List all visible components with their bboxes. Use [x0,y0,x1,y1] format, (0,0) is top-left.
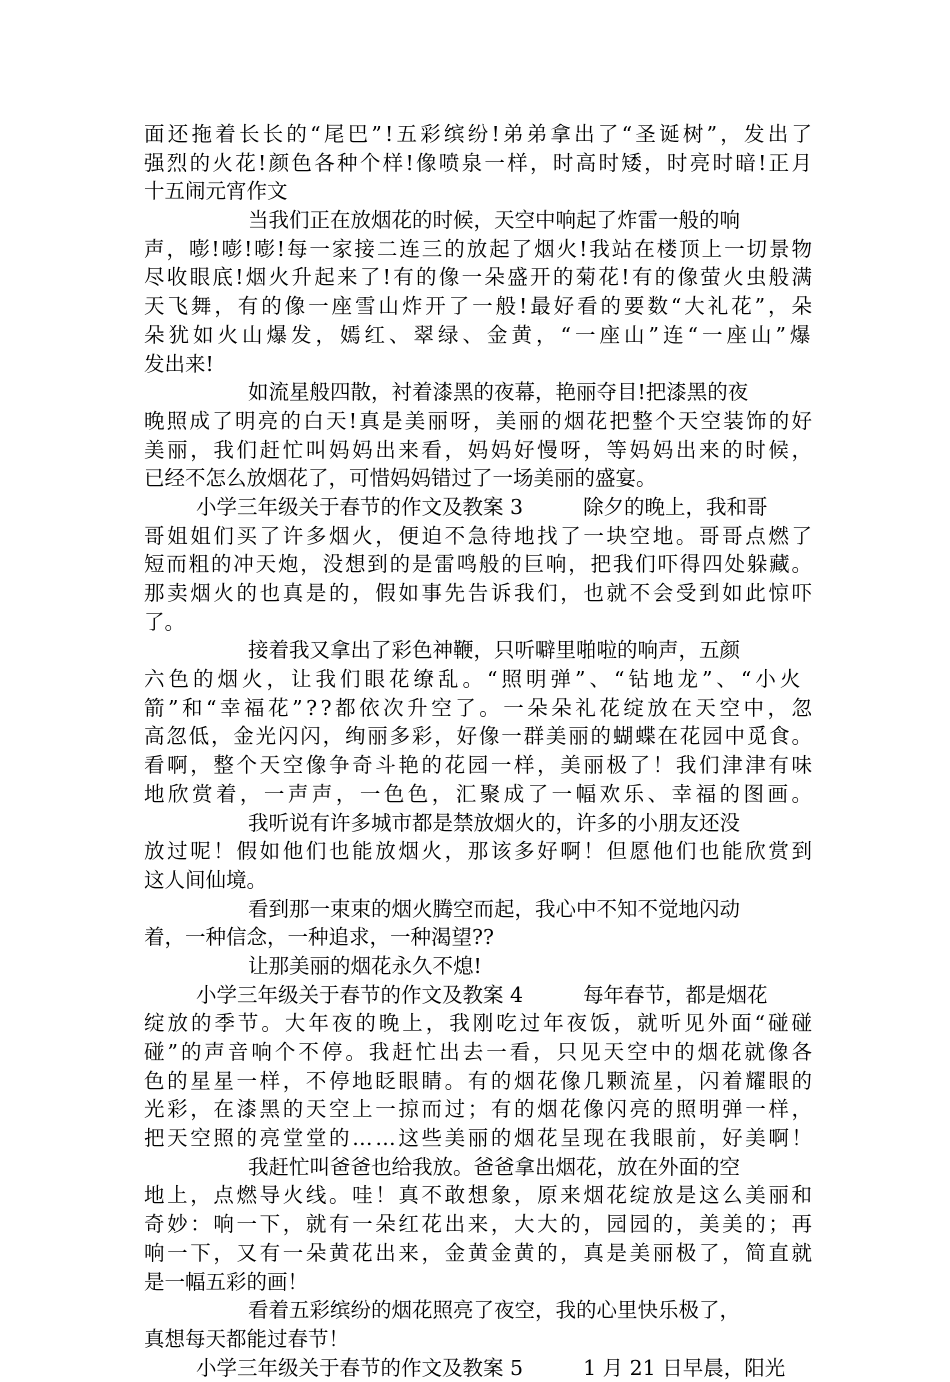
paragraph-line [144,1009,815,1038]
paragraph-line [144,350,812,379]
line-text: 响一下，又有一朵黄花出来，金黄金黄的，真是美丽极了，简直就 [144,1240,815,1265]
paragraph-line [144,1124,815,1153]
paragraph-line [144,751,815,780]
line-text: 强烈的火花!颜色各种个样!像喷泉一样，时高时矮，时亮时暗!正月 [144,150,815,175]
line-text: 小学三年级关于春节的作文及教案 3 [196,494,524,519]
paragraph-line [144,1095,815,1124]
paragraph-line [144,321,815,350]
line-text: 让那美丽的烟花永久不熄! [248,953,482,978]
paragraph-line [144,837,815,866]
line-text: 把天空照的亮堂堂的……这些美丽的烟花呈现在我眼前，好美啊！ [144,1126,815,1151]
paragraph-line [144,177,812,206]
paragraph-line [144,895,812,924]
paragraph-line [144,1153,812,1182]
line-text: 面还拖着长长的“尾巴”!五彩缤纷!弟弟拿出了“圣诞树”，发出了 [144,122,816,146]
line-text: 已经不怎么放烟花了，可惜妈妈错过了一场美丽的盛宴。 [144,466,657,491]
line-text: 地上，点燃导火线。哇！真不敢想象，原来烟花绽放是这么美丽和 [144,1183,815,1208]
line-text: 声，嘭!嘭!嘭!每一家接二连三的放起了烟火!我站在楼顶上一切景物 [144,236,814,261]
line-text: 绽放的季节。大年夜的晚上，我刚吃过年夜饭，就听见外面“碰碰 [144,1011,815,1036]
essay-heading-line [144,981,812,1010]
paragraph-line [144,263,815,292]
paragraph-line [144,780,816,809]
paragraph-line [144,722,812,751]
line-text: 发出来! [144,351,214,376]
paragraph-line [144,120,816,149]
paragraph-line [144,1296,812,1325]
line-text: 小学三年级关于春节的作文及教案 5 [196,1355,524,1380]
line-text: 六色的烟火，让我们眼花缭乱。“照明弹”、“钻地龙”、“小火 [144,667,805,692]
line-text-continued: 每年春节，都是烟花 [583,982,768,1007]
paragraph-line [144,923,812,952]
paragraph-line [144,1325,812,1354]
line-text: 十五闹元宵作文 [144,179,288,204]
paragraph-line [144,809,812,838]
line-text: 看到那一束束的烟火腾空而起，我心中不知不觉地闪动 [248,896,740,921]
line-text: 朵犹如火山爆发，嫣红、翠绿、金黄，“一座山”连“一座山”爆 [144,322,815,347]
paragraph-line [144,550,812,579]
paragraph-line [144,665,812,694]
line-text: 尽收眼底!烟火升起来了!有的像一朵盛开的菊花!有的像萤火虫般满 [144,265,815,290]
line-text: 当我们正在放烟花的时候，天空中响起了炸雷一般的响 [248,208,740,233]
line-text: 箭”和“幸福花”??都依次升空了。一朵朵礼花绽放在天空中，忽 [144,695,816,720]
line-text: 着，一种信念，一种追求，一种渴望?? [144,925,494,950]
line-text: 晚照成了明亮的白天!真是美丽呀，美丽的烟花把整个天空装饰的好 [144,408,815,433]
line-text: 光彩，在漆黑的天空上一掠而过；有的烟花像闪亮的照明弹一样， [144,1097,815,1122]
line-text: 看啊，整个天空像争奇斗艳的花园一样，美丽极了！我们津津有味 [144,753,815,778]
line-text: 天飞舞，有的像一座雪山炸开了一般!最好看的要数“大礼花”，朵 [144,294,815,319]
line-text: 奇妙：响一下，就有一朵红花出来，大大的，园园的，美美的；再 [144,1212,815,1237]
line-text: 色的星星一样，不停地眨眼睛。有的烟花像几颗流星，闪着耀眼的 [144,1068,815,1093]
line-text: 看着五彩缤纷的烟花照亮了夜空，我的心里快乐极了， [248,1298,740,1323]
paragraph-line [144,378,812,407]
paragraph-line [144,292,815,321]
line-text: 放过呢！假如他们也能放烟火，那该多好啊！但愿他们也能欣赏到 [144,839,815,864]
line-text: 那卖烟火的也真是的，假如事先告诉我们，也就不会受到如此惊吓 [144,581,815,605]
line-text: 了。 [144,609,185,634]
line-text: 短而粗的冲天炮，没想到的是雷鸣般的巨响，把我们吓得四处躲藏。 [144,552,814,577]
paragraph-line [144,522,815,551]
paragraph-line [144,1239,815,1268]
paragraph-line [144,407,815,436]
line-text: 地欣赏着，一声声，一色色，汇聚成了一幅欢乐、幸福的图画。 [144,781,816,806]
paragraph-line [144,1038,815,1067]
paragraph-line [144,866,812,895]
paragraph-line [144,206,812,235]
paragraph-line [144,579,815,608]
line-text: 是一幅五彩的画！ [144,1269,308,1294]
paragraph-line [144,235,812,264]
paragraph-line [144,1067,815,1096]
paragraph-line [144,1268,812,1297]
essay-heading-line [144,1354,812,1382]
line-text: 小学三年级关于春节的作文及教案 4 [196,982,524,1007]
line-text: 接着我又拿出了彩色神鞭，只听噼里啪啦的响声，五颜 [248,638,740,663]
essay-body [144,120,816,1382]
paragraph-line [144,694,816,723]
paragraph-line [144,952,812,981]
paragraph-line [144,636,812,665]
line-text: 真想每天都能过春节！ [144,1326,349,1351]
line-text: 哥姐姐们买了许多烟火，便迫不急待地找了一块空地。哥哥点燃了 [144,523,815,548]
essay-heading-line [144,493,812,522]
paragraph-line [144,149,815,178]
line-text: 如流星般四散，衬着漆黑的夜幕，艳丽夺目!把漆黑的夜 [248,380,749,405]
line-text: 我赶忙叫爸爸也给我放。爸爸拿出烟花，放在外面的空 [248,1154,740,1179]
paragraph-line [144,464,812,493]
line-text-continued: 除夕的晚上，我和哥 [583,494,768,519]
paragraph-line [144,1210,815,1239]
line-text: 高忽低，金光闪闪，绚丽多彩，好像一群美丽的蝴蝶在花园中觅食。 [144,724,814,749]
line-text: 美丽，我们赶忙叫妈妈出来看，妈妈好慢呀，等妈妈出来的时候， [144,437,815,462]
line-text: 这人间仙境。 [144,867,267,892]
line-text: 碰”的声音响个不停。我赶忙出去一看，只见天空中的烟花就像各 [144,1040,815,1064]
line-text-continued: 1 月 21 日早晨，阳光 [583,1355,786,1380]
paragraph-line [144,436,815,465]
paragraph-line [144,1181,815,1210]
paragraph-line [144,608,812,637]
line-text: 我听说有许多城市都是禁放烟火的，许多的小朋友还没 [248,810,740,835]
